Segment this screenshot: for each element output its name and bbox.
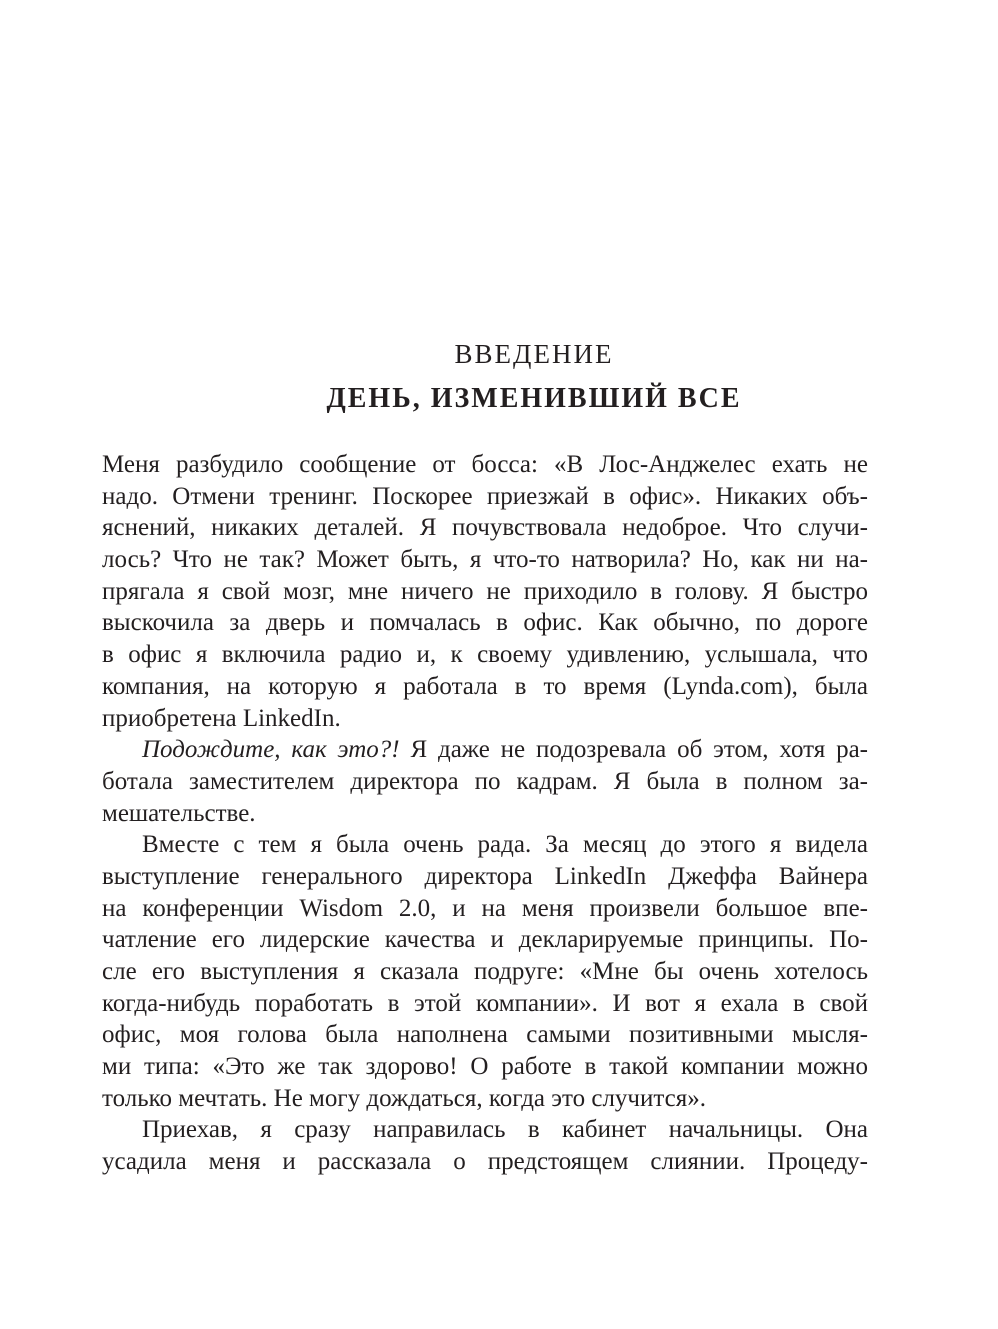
text-line: прягала я свой мозг, мне ничего не приходило в голову. Я быстро	[102, 577, 868, 605]
paragraph-4	[102, 1114, 868, 1177]
text-line: сле его выступления я сказала подруге: «Мне бы очень хотелось	[102, 958, 868, 985]
paragraph-2	[102, 734, 868, 829]
text-line: только мечтать. Не могу дождаться, когда это случится».	[102, 1084, 706, 1112]
body-text	[102, 449, 868, 1178]
text-line: чатление его лидерские качества и декларируемые принципы. По-	[102, 926, 868, 954]
text-line: Вместе с тем я была очень рада. За месяц до этого я видела	[142, 831, 868, 859]
text-line	[102, 734, 868, 766]
text-line: компания, на которую я работала в то время (Lynda.com), была	[102, 672, 868, 700]
text-line: яснений, никаких деталей. Я почувствовала недоброе. Что случи-	[102, 514, 868, 542]
text-line: надо. Отмени тренинг. Поскорее приезжай в офис». Никаких объ-	[102, 482, 868, 510]
text-line: выступление генерального директора LinkedIn Джеффа Вайнера	[102, 862, 868, 890]
text-line: на конференции Wisdom 2.0, и на меня произвели большое впе-	[102, 894, 868, 922]
text-line: Меня разбудило сообщение от босса: «В Лос-Анджелес ехать не	[102, 451, 868, 478]
text-line: лось? Что не так? Может быть, я что-то натворила? Но, как ни на-	[102, 546, 868, 574]
text-line: приобретена LinkedIn.	[102, 704, 341, 732]
chapter-label: ВВЕДЕНИЕ	[454, 339, 614, 369]
text-line: ботала заместителем директора по кадрам. Я была в полном за-	[102, 767, 868, 795]
paragraph-3	[102, 829, 868, 1114]
text-line: выскочила за дверь и помчалась в офис. Как обычно, по дороге	[102, 609, 868, 637]
chapter-title: ДЕНЬ, ИЗМЕНИВШИЙ ВСЕ	[326, 383, 742, 414]
text-line: в офис я включила радио и, к своему удивлению, услышала, что	[102, 641, 868, 669]
text-line: когда-нибудь поработать в этой компании». И вот я ехала в свой	[102, 989, 868, 1017]
line-rest: Я даже не подозревала об этом, хотя ра-	[399, 736, 868, 764]
text-line: Приехав, я сразу направилась в кабинет начальницы. Она	[142, 1116, 868, 1144]
italic-lead: Подождите, как это?!	[142, 736, 400, 764]
text-line: офис, моя голова была наполнена самыми позитивными мысля-	[102, 1021, 868, 1049]
text-line: мешательстве.	[102, 799, 256, 827]
text-line: ми типа: «Это же так здорово! О работе в такой компании можно	[102, 1053, 868, 1081]
text-line: усадила меня и рассказала о предстоящем слиянии. Процеду-	[102, 1148, 868, 1176]
paragraph-1	[102, 449, 868, 734]
